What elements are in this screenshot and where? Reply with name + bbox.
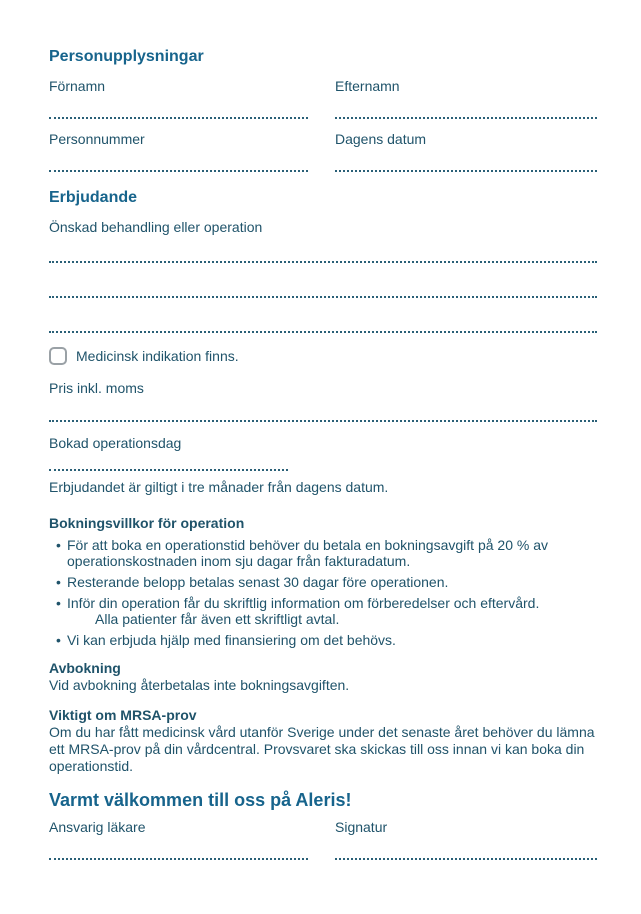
mrsa-block (49, 707, 597, 775)
signature-fill-line[interactable] (335, 858, 597, 860)
mrsa-title: Viktigt om MRSA-prov (49, 707, 197, 723)
treatment-label: Önskad behandling eller operation (49, 219, 263, 235)
todays-date-fill-line[interactable] (335, 170, 597, 172)
booking-term-text: Inför din operation får du skriftlig information om förberedelser och eftervård. (67, 595, 540, 611)
signature-grid (49, 819, 597, 860)
treatment-fill-line-2[interactable] (49, 296, 597, 298)
last-name-label: Efternamn (335, 78, 400, 94)
booking-term-text: Vi kan erbjuda hjälp med finansiering om det behövs. (67, 632, 396, 648)
personal-number-fill-line[interactable] (49, 170, 308, 172)
section-title-personal: Personupplysningar (49, 48, 204, 65)
medical-indication-checkbox[interactable] (49, 347, 67, 365)
field-first-name (49, 78, 308, 119)
operation-day-label: Bokad operationsdag (49, 435, 182, 451)
field-todays-date (335, 131, 597, 172)
doctor-fill-line[interactable] (49, 858, 308, 860)
operation-day-fill-line[interactable] (49, 469, 288, 471)
personal-number-label: Personnummer (49, 131, 145, 147)
section-title-offer: Erbjudande (49, 189, 138, 206)
booking-term-text: För att boka en operationstid behöver du betala en bokningsavgift på 20 % av operationskostnaden inom sju dagar från fakturadatum. (67, 537, 548, 569)
field-last-name (335, 78, 597, 119)
treatment-fill-line-3[interactable] (49, 331, 597, 333)
personal-fields-grid (49, 78, 597, 172)
medical-indication-row (49, 347, 597, 365)
mrsa-text: Om du har fått medicinsk vård utanför Sverige under det senaste året behöver du lämna ett MRSA-prov på din vårdcentral. Provsvaret ska skickas till oss innan vi kan boka din operationstid. (49, 724, 595, 774)
booking-term-item (56, 632, 597, 648)
signature-label: Signatur (335, 819, 388, 835)
medical-indication-label: Medicinsk indikation finns. (76, 347, 239, 364)
price-label: Pris inkl. moms (49, 380, 144, 396)
first-name-label: Förnamn (49, 78, 106, 94)
price-fill-line[interactable] (49, 420, 597, 422)
booking-term-item (56, 537, 597, 569)
doctor-label: Ansvarig läkare (49, 819, 146, 835)
booking-terms-list (49, 537, 597, 648)
field-personal-number (49, 131, 308, 172)
last-name-fill-line[interactable] (335, 117, 597, 119)
todays-date-label: Dagens datum (335, 131, 427, 147)
treatment-fill-line-1[interactable] (49, 261, 597, 263)
booking-term-item (56, 574, 597, 590)
field-signature (335, 819, 597, 860)
cancellation-block (49, 660, 597, 694)
cancellation-text: Vid avbokning återbetalas inte bokningsavgiften. (49, 677, 350, 693)
booking-term-item (56, 595, 597, 627)
booking-term-text-line2: Alla patienter får även ett skriftligt avtal. (95, 611, 340, 627)
booking-terms-title: Bokningsvillkor för operation (49, 515, 245, 531)
validity-note: Erbjudandet är giltigt i tre månader från dagens datum. (49, 479, 389, 495)
first-name-fill-line[interactable] (49, 117, 308, 119)
field-doctor (49, 819, 308, 860)
booking-term-text: Resterande belopp betalas senast 30 dagar före operationen. (67, 574, 449, 590)
cancellation-title: Avbokning (49, 660, 121, 676)
closing-title: Varmt välkommen till oss på Aleris! (49, 790, 352, 810)
